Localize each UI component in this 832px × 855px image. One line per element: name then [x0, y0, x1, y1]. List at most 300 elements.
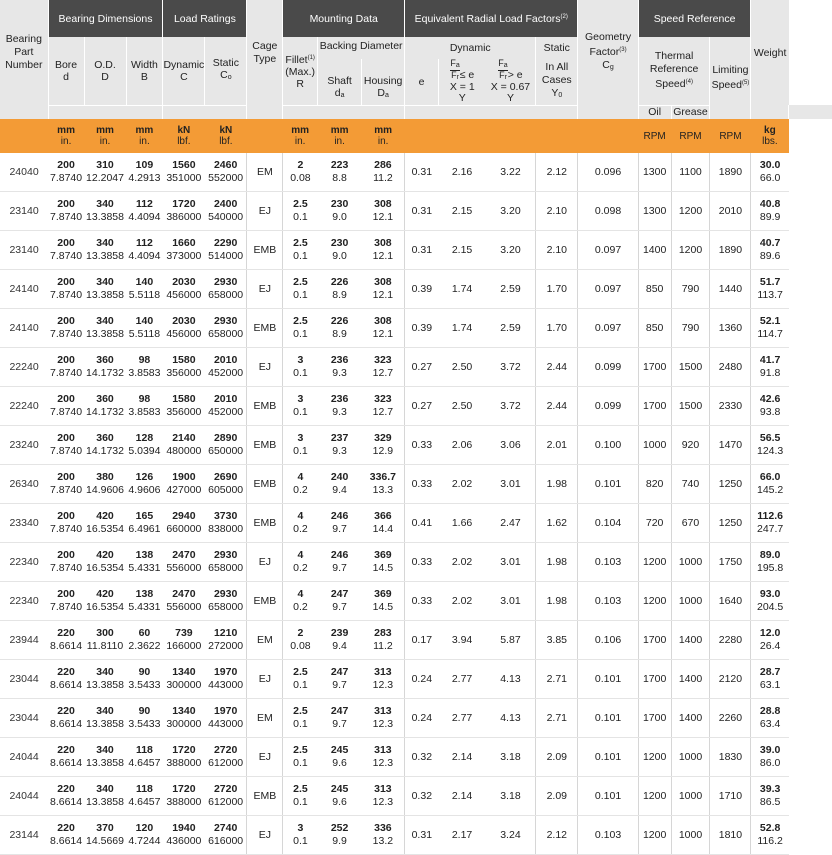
y0-symbol: Y	[551, 87, 559, 100]
fr-subscript: r	[456, 74, 459, 82]
cell-dynamic-rating-metric: 1580	[172, 393, 196, 405]
cell-dynamic-rating-metric: 1340	[172, 666, 196, 678]
cell-od-metric: 340	[96, 705, 114, 717]
cell-weight	[751, 621, 789, 660]
cell-y-le-e: 3.94	[438, 621, 485, 660]
cell-y0: 2.44	[536, 387, 578, 426]
cell-e: 0.33	[405, 426, 439, 465]
table-row	[0, 543, 832, 582]
cell-geometry-factor: 0.097	[578, 309, 638, 348]
cell-cage-type: EJ	[247, 192, 283, 231]
cell-weight-metric: 66.0	[759, 471, 781, 483]
cell-dynamic-rating-metric: 1720	[172, 198, 196, 210]
cell-bore-metric: 220	[57, 627, 75, 639]
cell-weight-imperial: 86.5	[759, 796, 781, 808]
cell-shaft-imperial: 9.7	[332, 718, 347, 730]
cell-static-rating-imperial: 272000	[208, 640, 244, 652]
cell-grease-speed: 1400	[671, 699, 710, 738]
y-symbol: Y	[506, 92, 514, 105]
cell-od	[84, 699, 126, 738]
cell-shaft-imperial: 8.9	[332, 328, 347, 340]
cell-weight-imperial: 93.8	[759, 406, 781, 418]
cell-fillet	[283, 699, 318, 738]
cell-shaft-imperial: 9.9	[332, 835, 347, 847]
cell-dynamic-rating	[163, 738, 205, 777]
cell-dynamic-rating	[163, 153, 205, 192]
cell-static-rating-imperial: 612000	[208, 757, 244, 769]
cell-geometry-factor: 0.096	[578, 153, 638, 192]
cell-weight	[751, 660, 789, 699]
cell-width-metric: 109	[135, 159, 154, 171]
cell-od-imperial: 16.5354	[86, 601, 124, 613]
units-y2	[486, 119, 536, 153]
cell-shaft	[318, 387, 362, 426]
limiting-footnote: (5)	[741, 80, 750, 86]
cell-bore-metric: 200	[57, 510, 75, 522]
cell-bore-metric: 220	[57, 744, 75, 756]
cell-od-metric: 340	[96, 783, 114, 795]
cell-part-number: 24044	[0, 738, 48, 777]
units-housing	[362, 119, 405, 153]
cell-fillet	[283, 543, 318, 582]
cell-dynamic-rating	[163, 231, 205, 270]
cell-shaft-metric: 236	[330, 354, 349, 366]
cell-housing	[362, 777, 405, 816]
cell-limiting-speed: 1360	[710, 309, 751, 348]
cell-static-rating	[205, 582, 247, 621]
cell-static-rating	[205, 426, 247, 465]
cell-width	[126, 699, 163, 738]
cell-part-number: 24140	[0, 309, 48, 348]
cell-oil-speed: 1700	[638, 660, 671, 699]
header-y-le-e	[438, 59, 485, 105]
header-cage-type: Cage Type	[247, 0, 283, 105]
cell-shaft-metric: 226	[330, 315, 349, 327]
cell-housing	[362, 192, 405, 231]
cell-e: 0.31	[405, 192, 439, 231]
cell-fillet-imperial: 0.1	[293, 757, 308, 769]
cell-width-metric: 90	[138, 666, 151, 678]
cell-dynamic-rating-imperial: 300000	[166, 679, 202, 691]
cell-y-le-e: 2.14	[438, 738, 485, 777]
cell-bore	[48, 387, 84, 426]
cell-width-metric: 112	[135, 237, 153, 249]
cell-e: 0.33	[405, 582, 439, 621]
cell-bore-metric: 220	[57, 822, 75, 834]
cell-housing-imperial: 14.5	[372, 562, 394, 574]
cell-weight-imperial: 113.7	[757, 289, 783, 301]
cell-od-imperial: 14.1732	[86, 367, 124, 379]
cell-oil-speed: 1000	[638, 426, 671, 465]
cell-cage-type: EMB	[247, 777, 283, 816]
cell-y0: 2.71	[536, 699, 578, 738]
cell-geometry-factor: 0.103	[578, 543, 638, 582]
cell-y-le-e: 2.14	[438, 777, 485, 816]
cell-geometry-factor: 0.101	[578, 738, 638, 777]
cell-geometry-factor: 0.100	[578, 426, 638, 465]
units-od	[84, 119, 126, 153]
cell-static-rating	[205, 504, 247, 543]
table-row	[0, 660, 832, 699]
cell-dynamic-rating	[163, 348, 205, 387]
cell-y-gt-e: 2.59	[486, 270, 536, 309]
fillet-symbol: R	[296, 77, 304, 90]
cell-shaft-metric: 247	[330, 588, 349, 600]
cell-y-le-e: 2.16	[438, 153, 485, 192]
cell-width-metric: 165	[135, 510, 154, 522]
cell-static-rating-metric: 2890	[213, 432, 238, 444]
cell-housing-metric: 323	[374, 354, 392, 366]
cell-bore-metric: 200	[57, 432, 75, 444]
cell-weight	[751, 348, 789, 387]
cell-bore-imperial: 7.8740	[50, 523, 83, 535]
header-e: e	[405, 59, 439, 105]
header-bearing-part-number: Bearing Part Number	[0, 0, 48, 105]
cell-fillet-metric: 2	[297, 159, 304, 171]
cell-static-rating-metric: 2930	[213, 549, 238, 561]
cell-cage-type: EJ	[247, 738, 283, 777]
units-static	[205, 119, 247, 153]
cell-housing-metric: 313	[374, 705, 392, 717]
cell-oil-speed: 850	[638, 309, 671, 348]
cell-dynamic-rating	[163, 621, 205, 660]
cell-width-metric: 140	[135, 315, 154, 327]
cell-housing-imperial: 14.4	[372, 523, 394, 535]
cell-part-number: 23140	[0, 231, 48, 270]
cell-shaft-imperial: 9.4	[332, 484, 347, 496]
cell-static-rating	[205, 192, 247, 231]
cell-shaft	[318, 660, 362, 699]
cell-od	[84, 231, 126, 270]
cell-dynamic-rating-imperial: 386000	[166, 211, 202, 223]
cell-weight-metric: 52.8	[759, 822, 781, 834]
units-part	[0, 119, 48, 153]
cell-housing-imperial: 12.1	[372, 250, 394, 262]
cell-cage-type: EJ	[247, 543, 283, 582]
units-shaft	[318, 119, 362, 153]
cell-grease-speed: 1000	[671, 543, 710, 582]
cell-bore-metric: 220	[57, 666, 75, 678]
unit-lbs: lbs.	[762, 136, 778, 147]
cell-housing-metric: 369	[374, 588, 392, 600]
cell-weight	[751, 231, 789, 270]
cell-limiting-speed: 1640	[710, 582, 751, 621]
unit-lbf: lbf.	[219, 136, 233, 147]
cell-width-imperial: 5.5118	[128, 289, 161, 301]
table-row	[0, 348, 832, 387]
cell-fillet	[283, 192, 318, 231]
cell-weight-imperial: 66.0	[759, 172, 781, 184]
limiting-speed-label: Limiting Speed	[711, 64, 749, 91]
cell-housing	[362, 426, 405, 465]
header-equivalent-radial-load-factors	[405, 0, 578, 37]
housing-symbol: D	[377, 86, 385, 99]
cell-width-imperial: 2.3622	[128, 640, 161, 652]
cell-e: 0.39	[405, 309, 439, 348]
table-row	[0, 192, 832, 231]
cell-shaft-metric: 223	[330, 159, 349, 171]
cell-oil-speed: 1700	[638, 621, 671, 660]
cell-od	[84, 621, 126, 660]
cell-y-le-e: 1.74	[438, 309, 485, 348]
cell-limiting-speed: 1830	[710, 738, 751, 777]
cell-bore-metric: 200	[57, 471, 75, 483]
cell-y-gt-e: 3.72	[486, 387, 536, 426]
cell-width-metric: 118	[135, 744, 153, 756]
cell-geometry-factor: 0.098	[578, 192, 638, 231]
cell-shaft-metric: 236	[330, 393, 349, 405]
cell-static-rating-imperial: 552000	[208, 172, 244, 184]
cell-shaft	[318, 192, 362, 231]
geometry-footnote: (3)	[619, 47, 627, 53]
cell-dynamic-rating	[163, 699, 205, 738]
cell-shaft-metric: 237	[330, 432, 349, 444]
cell-y0: 1.98	[536, 465, 578, 504]
cell-shaft	[318, 582, 362, 621]
cell-static-rating-imperial: 605000	[208, 484, 244, 496]
cell-cage-type: EJ	[247, 348, 283, 387]
cell-weight-imperial: 26.4	[759, 640, 781, 652]
cell-grease-speed: 1100	[671, 153, 710, 192]
cell-oil-speed: 1200	[638, 543, 671, 582]
cell-y-gt-e: 3.20	[486, 192, 536, 231]
cell-bore	[48, 153, 84, 192]
cell-housing-imperial: 12.3	[372, 796, 394, 808]
cell-width-metric: 140	[135, 276, 154, 288]
cell-fillet-metric: 4	[297, 588, 304, 600]
cell-y-gt-e: 4.13	[486, 699, 536, 738]
cell-y-gt-e: 3.01	[486, 543, 536, 582]
units-y0	[536, 119, 578, 153]
table-row	[0, 504, 832, 543]
cell-static-rating-metric: 3730	[213, 510, 238, 522]
cell-static-rating-metric: 2930	[213, 276, 238, 288]
cell-cage-type: EJ	[247, 270, 283, 309]
cell-weight-imperial: 124.3	[756, 445, 784, 457]
cell-bore	[48, 348, 84, 387]
cell-static-rating-imperial: 658000	[208, 601, 244, 613]
cell-shaft-metric: 240	[330, 471, 349, 483]
cell-static-rating	[205, 699, 247, 738]
cell-width-imperial: 5.4331	[128, 601, 161, 613]
cell-geometry-factor: 0.103	[578, 816, 638, 855]
cell-y-le-e: 2.02	[438, 582, 485, 621]
cell-dynamic-rating-metric: 1720	[172, 783, 196, 795]
cell-bore-metric: 220	[57, 705, 75, 717]
cell-bore-imperial: 8.6614	[50, 796, 83, 808]
cell-dynamic-rating-imperial: 456000	[166, 328, 202, 340]
unit-kn: kN	[177, 125, 191, 136]
cell-housing	[362, 621, 405, 660]
cell-fillet-imperial: 0.2	[293, 484, 308, 496]
cell-shaft-metric: 246	[330, 549, 349, 561]
shaft-subscript: a	[340, 91, 345, 99]
cell-static-rating-imperial: 658000	[208, 562, 244, 574]
units-e	[405, 119, 439, 153]
cell-oil-speed: 1200	[638, 582, 671, 621]
cell-od-imperial: 14.1732	[86, 406, 124, 418]
units-width	[126, 119, 163, 153]
cell-width	[126, 621, 163, 660]
cell-fillet-metric: 2.5	[293, 744, 308, 756]
cell-shaft	[318, 621, 362, 660]
cell-oil-speed: 1400	[638, 231, 671, 270]
fillet-label: Fillet	[285, 53, 308, 66]
cell-oil-speed: 1300	[638, 153, 671, 192]
cell-y0: 2.09	[536, 738, 578, 777]
shaft-symbol: d	[334, 86, 341, 99]
cell-oil-speed: 1700	[638, 348, 671, 387]
cell-od-metric: 340	[96, 237, 114, 249]
cell-width-imperial: 4.6457	[128, 796, 161, 808]
cell-weight-imperial: 204.5	[756, 601, 784, 613]
cell-shaft-imperial: 9.4	[332, 640, 347, 652]
cell-bore-imperial: 7.8740	[50, 484, 83, 496]
cell-bore-metric: 200	[57, 588, 75, 600]
units-fillet	[283, 119, 318, 153]
cell-bore-metric: 200	[57, 237, 75, 249]
cell-width-metric: 98	[138, 393, 151, 405]
cell-static-rating-metric: 2930	[213, 588, 238, 600]
units-oil: RPM	[638, 119, 671, 153]
units-bore	[48, 119, 84, 153]
cell-od	[84, 738, 126, 777]
table-row	[0, 309, 832, 348]
cell-dynamic-rating-imperial: 427000	[166, 484, 202, 496]
cell-housing	[362, 465, 405, 504]
cell-housing	[362, 543, 405, 582]
cell-weight-metric: 39.3	[759, 783, 781, 795]
header-od	[84, 37, 126, 105]
cell-width-metric: 98	[138, 354, 151, 366]
cell-grease-speed: 1400	[671, 660, 710, 699]
cell-od-metric: 360	[96, 393, 114, 405]
cell-y-gt-e: 3.24	[486, 816, 536, 855]
cell-fillet	[283, 270, 318, 309]
cell-dynamic-rating	[163, 387, 205, 426]
bore-symbol: d	[63, 70, 69, 83]
cell-dynamic-rating-imperial: 351000	[166, 172, 202, 184]
unit-mm: mm	[135, 125, 154, 136]
cell-shaft	[318, 426, 362, 465]
cell-weight-metric: 12.0	[759, 627, 781, 639]
table-row	[0, 816, 832, 855]
cell-y-le-e: 2.06	[438, 426, 485, 465]
cell-housing-metric: 366	[374, 510, 392, 522]
cell-fillet	[283, 348, 318, 387]
cell-od-metric: 420	[96, 549, 114, 561]
cell-width-imperial: 5.0394	[128, 445, 161, 457]
cell-bore-imperial: 8.6614	[50, 835, 83, 847]
cell-y-gt-e: 3.18	[486, 777, 536, 816]
geometry-factor-label: Geometry Factor	[584, 31, 632, 58]
cell-fillet-metric: 2.5	[293, 198, 308, 210]
fr-subscript: r	[504, 74, 507, 82]
cell-e: 0.33	[405, 465, 439, 504]
cell-width	[126, 153, 163, 192]
cell-oil-speed: 720	[638, 504, 671, 543]
cell-static-rating-imperial: 616000	[208, 835, 244, 847]
cell-static-rating	[205, 270, 247, 309]
cell-grease-speed: 670	[671, 504, 710, 543]
cell-od-metric: 360	[96, 432, 114, 444]
cell-grease-speed: 1000	[671, 777, 710, 816]
cell-od-metric: 310	[96, 159, 114, 171]
cell-shaft-imperial: 8.8	[332, 172, 347, 184]
cell-od	[84, 465, 126, 504]
cell-weight-metric: 28.7	[759, 666, 781, 678]
cell-width	[126, 660, 163, 699]
cell-bore	[48, 699, 84, 738]
cell-static-rating-metric: 2690	[213, 471, 238, 483]
cell-fillet-imperial: 0.08	[290, 172, 311, 184]
cell-housing	[362, 231, 405, 270]
cell-bore-imperial: 8.6614	[50, 640, 83, 652]
cell-width-imperial: 3.5433	[128, 718, 161, 730]
cell-dynamic-rating-metric: 2470	[172, 549, 196, 561]
cell-width-metric: 138	[135, 549, 154, 561]
cell-dynamic-rating-metric: 739	[175, 627, 193, 639]
cell-od-imperial: 16.5354	[86, 523, 124, 535]
cell-od-metric: 340	[96, 315, 114, 327]
cell-bore-imperial: 8.6614	[50, 679, 83, 691]
cell-limiting-speed: 2330	[710, 387, 751, 426]
cell-fillet-imperial: 0.1	[293, 406, 308, 418]
cell-geometry-factor: 0.097	[578, 231, 638, 270]
cell-dynamic-rating-imperial: 660000	[166, 523, 202, 535]
cell-dynamic-rating-imperial: 556000	[166, 601, 202, 613]
cell-e: 0.24	[405, 699, 439, 738]
cell-housing-metric: 308	[374, 315, 392, 327]
cell-shaft-metric: 226	[330, 276, 349, 288]
cell-fillet-metric: 2.5	[293, 237, 308, 249]
cell-static-rating-imperial: 443000	[208, 718, 244, 730]
cell-width-imperial: 4.7244	[128, 835, 161, 847]
cell-grease-speed: 1400	[671, 621, 710, 660]
cell-od	[84, 504, 126, 543]
cell-housing-imperial: 12.1	[372, 289, 394, 301]
cg-symbol: C	[602, 59, 610, 71]
table-row	[0, 231, 832, 270]
cell-static-rating	[205, 816, 247, 855]
cell-housing	[362, 504, 405, 543]
cell-e: 0.39	[405, 270, 439, 309]
cell-housing-imperial: 12.1	[372, 328, 394, 340]
cell-part-number: 23044	[0, 699, 48, 738]
cell-od-metric: 340	[96, 744, 114, 756]
cell-static-rating-imperial: 452000	[208, 367, 244, 379]
cell-bore	[48, 816, 84, 855]
cell-housing	[362, 699, 405, 738]
cell-fillet	[283, 738, 318, 777]
cell-fillet-metric: 2.5	[293, 783, 308, 795]
cell-weight-imperial: 89.9	[759, 211, 781, 223]
table-row	[0, 621, 832, 660]
cell-fillet-imperial: 0.1	[293, 289, 308, 301]
cell-dynamic-rating-metric: 1720	[172, 744, 196, 756]
cell-cage-type: EMB	[247, 309, 283, 348]
units-grease: RPM	[671, 119, 710, 153]
cell-weight	[751, 387, 789, 426]
cell-y-le-e: 2.02	[438, 465, 485, 504]
width-symbol: B	[140, 70, 148, 83]
cell-fillet	[283, 309, 318, 348]
header-dynamic-rating	[163, 37, 205, 105]
cell-weight-imperial: 145.2	[756, 484, 784, 496]
fa-symbol: F	[450, 59, 456, 69]
cell-cage-type: EMB	[247, 504, 283, 543]
cell-limiting-speed: 1890	[710, 153, 751, 192]
